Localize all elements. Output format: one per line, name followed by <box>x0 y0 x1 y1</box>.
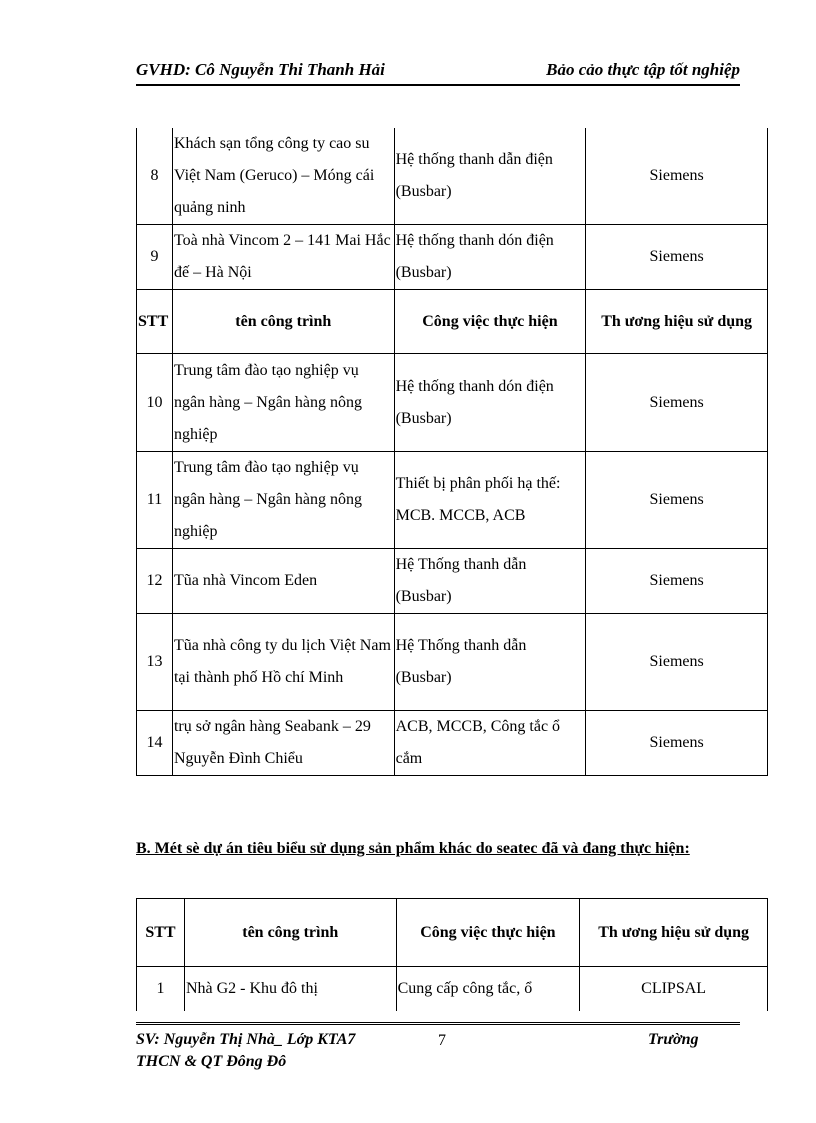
brand-cell: Siemens <box>586 711 768 776</box>
name-cell: Tũa nhà Vincom Eden <box>172 549 394 614</box>
header-right: Bảo cảo thực tập tốt nghiệp <box>546 60 740 79</box>
table-row <box>137 452 768 549</box>
header-work: Công việc thực hiện <box>394 290 586 354</box>
name-cell: Trung tâm đào tạo nghiệp vụ ngân hàng – Ngân hàng nông nghiệp <box>172 354 394 452</box>
table-row <box>137 354 768 452</box>
brand-cell: Siemens <box>586 614 768 711</box>
name-cell: Toà nhà Vincom 2 – 141 Mai Hắc đế – Hà Nội <box>172 225 394 290</box>
stt-cell: 9 <box>137 225 173 290</box>
footer-school: Trường <box>648 1031 699 1048</box>
section-b-title: B. Mét sè dự án tiêu biểu sử dụng sản phẩm khác do seatec đã và đang thực hiện: <box>136 840 690 857</box>
header-brand: Th ương hiệu sử dụng <box>580 899 768 967</box>
table-header-row <box>137 899 768 967</box>
name-cell: Trung tâm đào tạo nghiệp vụ ngân hàng – Ngân hàng nông nghiệp <box>172 452 394 549</box>
header-left: GVHD: Cô Nguyễn Thi Thanh Hải <box>136 60 385 79</box>
header-brand: Th ương hiệu sử dụng <box>586 290 768 354</box>
brand-cell: Siemens <box>586 225 768 290</box>
brand-cell: Siemens <box>586 452 768 549</box>
table-row <box>137 614 768 711</box>
page-header <box>136 60 740 86</box>
table-row <box>137 225 768 290</box>
brand-cell: CLIPSAL <box>580 967 768 1011</box>
name-cell: Khách sạn tổng công ty cao su Việt Nam (Geruco) – Móng cái quảng ninh <box>172 128 394 225</box>
brand-cell: Siemens <box>586 354 768 452</box>
header-work: Công việc thực hiện <box>396 899 580 967</box>
stt-cell: 11 <box>137 452 173 549</box>
brand-cell: Siemens <box>586 549 768 614</box>
stt-cell: 14 <box>137 711 173 776</box>
footer-school-name: THCN & QT Đông Đô <box>136 1053 287 1070</box>
work-cell: Hệ thống thanh dẫn điện (Busbar) <box>394 128 586 225</box>
header-name: tên công trình <box>172 290 394 354</box>
brand-cell: Siemens <box>586 128 768 225</box>
stt-cell: 1 <box>137 967 185 1011</box>
table-header-row <box>137 290 768 354</box>
table-row <box>137 711 768 776</box>
work-cell: Cung cấp công tắc, ổ <box>396 967 580 1011</box>
footer-student: SV: Nguyễn Thị Nhà_ Lớp KTA7 <box>136 1031 356 1048</box>
page-number: 7 <box>438 1032 446 1049</box>
work-cell: Hệ thống thanh dón điện (Busbar) <box>394 225 586 290</box>
header-name: tên công trình <box>184 899 396 967</box>
projects-table <box>136 128 768 776</box>
page-footer <box>136 1022 740 1070</box>
stt-cell: 12 <box>137 549 173 614</box>
work-cell: Hệ Thống thanh dẫn (Busbar) <box>394 549 586 614</box>
work-cell: Thiết bị phân phối hạ thế: MCB. MCCB, ACB <box>394 452 586 549</box>
header-stt: STT <box>137 899 185 967</box>
table-row <box>137 128 768 225</box>
header-stt: STT <box>137 290 173 354</box>
work-cell: Hệ Thống thanh dẫn (Busbar) <box>394 614 586 711</box>
work-cell: ACB, MCCB, Công tắc ổ cắm <box>394 711 586 776</box>
work-cell: Hệ thống thanh dón điện (Busbar) <box>394 354 586 452</box>
stt-cell: 13 <box>137 614 173 711</box>
table-row <box>137 967 768 1011</box>
other-projects-table <box>136 898 768 1011</box>
name-cell: Tũa nhà công ty du lịch Việt Nam tại thành phố Hồ chí Minh <box>172 614 394 711</box>
stt-cell: 10 <box>137 354 173 452</box>
name-cell: trụ sở ngân hàng Seabank – 29 Nguyễn Đình Chiểu <box>172 711 394 776</box>
table-row <box>137 549 768 614</box>
name-cell: Nhà G2 - Khu đô thị <box>184 967 396 1011</box>
stt-cell: 8 <box>137 128 173 225</box>
